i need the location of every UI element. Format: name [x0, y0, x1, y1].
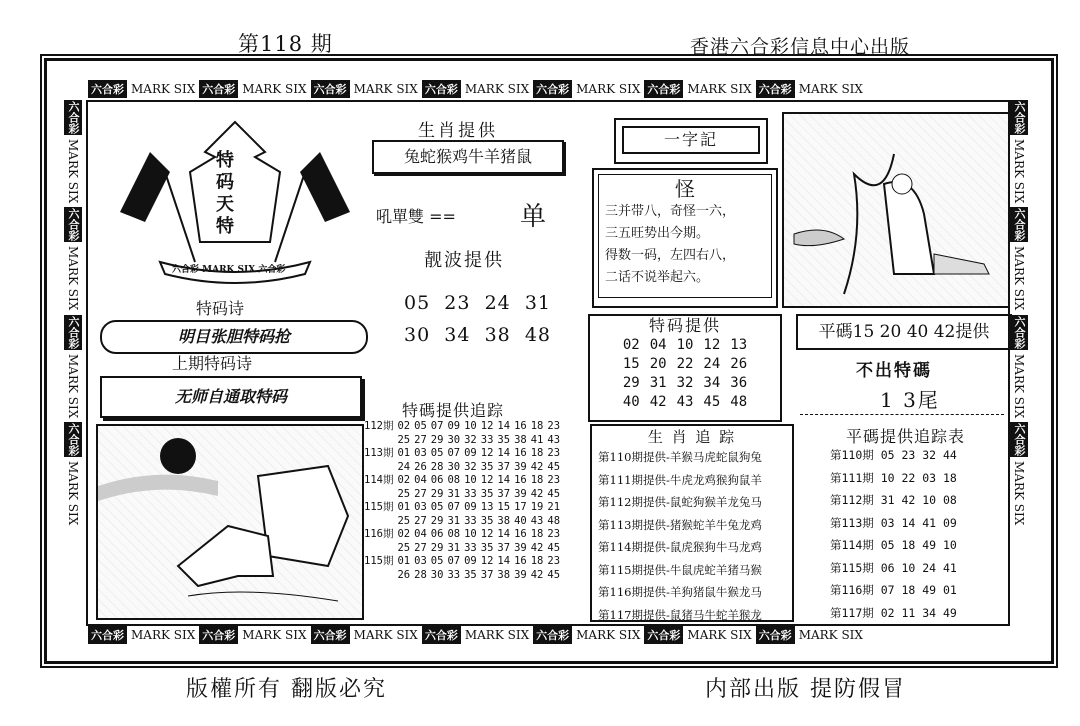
- internal-notice: 内部出版 提防假冒: [705, 677, 906, 702]
- flat-track-item: 第115期 06 10 24 41: [830, 560, 957, 575]
- wave-number: 38: [484, 324, 511, 346]
- track-number: 42: [530, 541, 544, 554]
- wave-title: 靓波提供: [424, 250, 504, 271]
- track-row: [362, 528, 562, 542]
- track-number: 12: [480, 555, 494, 567]
- border-text: MARK SIX: [1012, 460, 1026, 526]
- track-number: 35: [464, 568, 477, 581]
- track-number: 37: [497, 541, 511, 554]
- track-number: 03: [414, 447, 427, 459]
- track-number: 14: [497, 420, 511, 432]
- track-number: 43: [530, 514, 544, 527]
- special-number: 48: [730, 394, 748, 410]
- border-logo: 六合彩: [199, 80, 238, 98]
- border-logo: 六合彩: [1010, 207, 1028, 242]
- track-number: 27: [414, 433, 427, 446]
- track-number: 35: [480, 514, 494, 527]
- track-number: 29: [430, 541, 444, 554]
- track-number: 43: [547, 433, 561, 446]
- border-strip-right: [1010, 100, 1028, 622]
- track-table: [362, 420, 562, 582]
- wave-number: 31: [524, 292, 552, 314]
- flat-track-item: 第112期 31 42 10 08: [830, 493, 957, 507]
- track-number: 12: [480, 528, 494, 540]
- zodiac-track-item: 第113期提供-猪猴蛇羊牛兔龙鸡: [598, 517, 762, 532]
- special-number: 24: [703, 356, 721, 372]
- track-number: 10: [464, 528, 477, 540]
- one-char: 怪: [675, 177, 695, 201]
- border-text: MARK SIX: [1012, 246, 1026, 311]
- track-number: 28: [430, 460, 444, 473]
- special-number: 43: [676, 394, 694, 410]
- border-logo: 六合彩: [756, 80, 795, 98]
- track-number: 33: [464, 487, 477, 500]
- track-number: 29: [430, 433, 444, 446]
- border-text: MARK SIX: [131, 82, 196, 96]
- emblem-text: [210, 150, 240, 238]
- border-text: MARK SIX: [1012, 139, 1026, 204]
- flat-track-item: 第117期 02 11 34 49: [830, 605, 957, 620]
- track-number: 35: [480, 487, 494, 500]
- track-number: 12: [480, 420, 494, 432]
- odd-even-label: 吼單雙 ==: [376, 207, 456, 226]
- track-number: 13: [480, 501, 494, 513]
- border-logo: 六合彩: [533, 626, 572, 644]
- track-number: 16: [514, 555, 527, 567]
- zodiac-track-item: 第114期提供-鼠虎猴狗牛马龙鸡: [598, 540, 762, 554]
- track-row: [362, 461, 562, 475]
- track-number: 02: [397, 528, 411, 540]
- track-row: [362, 488, 562, 502]
- track-number: 32: [464, 460, 477, 473]
- track-number: 16: [514, 420, 527, 432]
- track-number: 16: [514, 447, 527, 459]
- wave-number: 24: [484, 292, 511, 314]
- track-number: 27: [414, 514, 427, 527]
- track-number: 29: [430, 487, 444, 500]
- border-text: MARK SIX: [464, 82, 530, 96]
- track-number: 38: [514, 433, 527, 446]
- zodiac-track-item: 第116期提供-羊狗猪鼠牛猴龙马: [598, 585, 762, 599]
- border-text: MARK SIX: [576, 82, 641, 96]
- track-number: 10: [464, 474, 477, 486]
- track-number: 31: [447, 514, 461, 527]
- flat-track-item: 第111期 10 22 03 18: [830, 470, 957, 485]
- track-number: 09: [447, 420, 461, 432]
- track-row: [362, 447, 562, 461]
- special-row: [618, 374, 752, 393]
- border-logo: 六合彩: [64, 315, 82, 350]
- zodiac-track-item: 第115期提供-牛鼠虎蛇羊猪马猴: [598, 562, 762, 577]
- track-number: 03: [414, 555, 427, 567]
- track-number: 25: [397, 541, 411, 554]
- special-number: 32: [676, 375, 694, 391]
- track-number: 12: [480, 474, 494, 486]
- zodiac-track-item: 第112期提供-鼠蛇狗猴羊龙兔马: [598, 495, 762, 509]
- border-logo: 六合彩: [88, 80, 127, 98]
- track-number: 12: [480, 447, 494, 459]
- border-text: MARK SIX: [798, 82, 863, 96]
- track-number: 15: [497, 501, 511, 513]
- last-poem: 无师自通取特码: [100, 376, 362, 418]
- track-number: 35: [480, 541, 494, 554]
- special-row: [618, 393, 752, 412]
- border-logo: 六合彩: [533, 80, 572, 98]
- one-char-title: 一字記: [622, 126, 760, 154]
- track-number: 05: [430, 447, 444, 459]
- track-number: 28: [414, 568, 427, 581]
- track-number: 23: [547, 447, 561, 459]
- special-number: 15: [622, 356, 640, 372]
- track-row: [362, 420, 562, 434]
- track-number: 18: [530, 528, 544, 540]
- track-number: 08: [447, 528, 461, 540]
- track-number: 06: [430, 528, 444, 540]
- divider: [800, 414, 1004, 415]
- publisher: 香港六合彩信息中心出版: [690, 36, 911, 58]
- special-number: 02: [622, 337, 640, 353]
- border-logo: 六合彩: [199, 626, 238, 644]
- border-logo: 六合彩: [422, 80, 461, 98]
- track-issue: 114期: [364, 474, 394, 486]
- border-text: MARK SIX: [353, 82, 418, 96]
- border-logo: 六合彩: [1010, 315, 1028, 350]
- track-number: 42: [530, 487, 544, 500]
- track-number: 33: [447, 568, 461, 581]
- special-number: 10: [676, 337, 694, 353]
- border-text: MARK SIX: [1012, 353, 1026, 418]
- track-number: 39: [514, 460, 527, 473]
- special-number: 29: [622, 375, 640, 391]
- wave-row-1: [404, 292, 551, 314]
- track-number: 07: [447, 555, 461, 567]
- track-number: 14: [497, 528, 511, 540]
- zodiac-track-title: 生 肖 追 踪: [647, 428, 737, 446]
- emblem-banner: 六合彩 MARK SIX 六合彩: [172, 265, 286, 275]
- flat-track-title: 平碼提供追踪表: [846, 427, 966, 446]
- border-logo: 六合彩: [644, 626, 683, 644]
- not-special-value: 1 3尾: [880, 388, 940, 412]
- track-number: 16: [514, 528, 527, 540]
- odd-even-value: 单: [520, 202, 547, 232]
- border-logo: 六合彩: [64, 422, 82, 457]
- special-title: 特码提供: [648, 316, 721, 335]
- track-number: 18: [530, 474, 544, 486]
- last-poem-title: 上期特码诗: [172, 354, 253, 373]
- special-number: 45: [703, 394, 721, 410]
- track-number: 09: [464, 501, 477, 513]
- track-number: 26: [397, 568, 411, 581]
- track-number: 18: [530, 555, 544, 567]
- track-number: 45: [547, 487, 561, 500]
- track-number: 16: [514, 474, 527, 486]
- track-number: 23: [547, 555, 561, 567]
- zodiac-track-item: 第110期提供-羊猴马虎蛇鼠狗兔: [598, 450, 762, 464]
- flat-track-item: 第116期 07 18 49 01: [830, 583, 957, 597]
- border-text: MARK SIX: [242, 82, 307, 96]
- border-logo: 六合彩: [64, 100, 82, 135]
- wave-number: 23: [444, 292, 471, 314]
- track-number: 23: [547, 474, 561, 486]
- track-issue: 112期: [364, 420, 394, 432]
- poem-title: 特码诗: [196, 299, 245, 318]
- track-number: 02: [397, 474, 411, 486]
- track-number: 23: [547, 420, 561, 432]
- track-number: 24: [397, 460, 411, 473]
- track-number: 21: [547, 501, 561, 513]
- border-logo: 六合彩: [422, 626, 461, 644]
- border-text: MARK SIX: [576, 628, 641, 642]
- track-number: 45: [547, 541, 561, 554]
- wave-number: 34: [444, 324, 471, 346]
- emblem-char-1: 特: [216, 150, 234, 171]
- wave-number: 05: [404, 292, 431, 314]
- border-strip-left: [64, 100, 82, 622]
- track-number: 37: [480, 568, 494, 581]
- track-number: 23: [547, 528, 561, 540]
- track-number: 35: [497, 433, 511, 446]
- flat-track-item: 第110期 05 23 32 44: [830, 448, 957, 462]
- track-number: 07: [430, 420, 444, 432]
- border-text: MARK SIX: [687, 628, 752, 642]
- border-text: MARK SIX: [66, 246, 80, 311]
- border-strip-top: [88, 80, 1004, 98]
- border-text: MARK SIX: [687, 82, 752, 96]
- copyright: 版權所有 翻版必究: [186, 677, 387, 702]
- not-special-title: 不出特碼: [856, 361, 932, 381]
- special-number: 40: [622, 394, 640, 410]
- special-number: 31: [649, 375, 667, 391]
- track-number: 05: [414, 420, 427, 432]
- track-number: 04: [414, 528, 427, 540]
- track-number: 45: [547, 460, 561, 473]
- track-row: [362, 555, 562, 569]
- special-number: 42: [649, 394, 667, 410]
- verse-line: 三并带八，奇怪一六，: [605, 204, 736, 219]
- border-text: MARK SIX: [798, 628, 863, 642]
- track-number: 02: [397, 420, 411, 432]
- track-row: [362, 434, 562, 448]
- special-row: [618, 336, 752, 355]
- track-number: 30: [447, 433, 461, 446]
- track-number: 31: [447, 541, 461, 554]
- riddle-box: [592, 168, 778, 308]
- border-text: MARK SIX: [66, 139, 80, 204]
- track-number: 30: [447, 460, 461, 473]
- verse-line: 得数一码，左四右八，: [605, 248, 736, 263]
- track-number: 19: [530, 501, 544, 513]
- emblem-char-2: 码: [216, 172, 234, 193]
- track-number: 01: [397, 447, 411, 459]
- border-text: MARK SIX: [242, 628, 307, 642]
- track-number: 14: [497, 474, 511, 486]
- track-number: 05: [430, 501, 444, 513]
- special-number: 12: [703, 337, 721, 353]
- border-strip-bottom: [88, 626, 1004, 644]
- special-number: 20: [649, 356, 667, 372]
- track-number: 48: [547, 514, 561, 527]
- special-number: 34: [703, 375, 721, 391]
- track-number: 35: [480, 460, 494, 473]
- special-number: 36: [730, 375, 748, 391]
- sage-illustration: [782, 112, 1010, 308]
- border-text: MARK SIX: [353, 628, 418, 642]
- track-number: 31: [447, 487, 461, 500]
- track-number: 26: [414, 460, 427, 473]
- border-logo: 六合彩: [88, 626, 127, 644]
- track-issue: 115期: [364, 555, 394, 567]
- zodiac-track-item: 第111期提供-牛虎龙鸡猴狗鼠羊: [598, 472, 762, 487]
- flat-offer: 平碼15 20 40 42提供: [796, 314, 1012, 350]
- track-issue: 116期: [364, 528, 394, 540]
- emblem-char-4: 特: [216, 216, 234, 237]
- poem: 明目张胆特码抢: [100, 320, 368, 354]
- track-row: [362, 515, 562, 529]
- track-number: 25: [397, 487, 411, 500]
- track-issue: 115期: [364, 501, 394, 513]
- border-logo: 六合彩: [756, 626, 795, 644]
- track-number: 09: [464, 555, 477, 567]
- one-char-frame: [614, 118, 768, 164]
- track-number: 25: [397, 514, 411, 527]
- track-number: 18: [530, 447, 544, 459]
- track-number: 32: [464, 433, 477, 446]
- flat-track-list: [830, 444, 957, 624]
- zodiac-track-box: [590, 424, 794, 622]
- special-row: [618, 355, 752, 374]
- track-number: 14: [497, 447, 511, 459]
- track-number: 37: [497, 460, 511, 473]
- track-number: 27: [414, 487, 427, 500]
- border-text: MARK SIX: [66, 460, 80, 526]
- special-number: 13: [730, 337, 748, 353]
- border-logo: 六合彩: [644, 80, 683, 98]
- special-table: [618, 336, 752, 412]
- special-number: 26: [730, 356, 748, 372]
- border-logo: 六合彩: [64, 207, 82, 242]
- track-number: 01: [397, 501, 411, 513]
- track-number: 01: [397, 555, 411, 567]
- border-text: MARK SIX: [66, 353, 80, 418]
- track-number: 09: [464, 447, 477, 459]
- track-number: 33: [464, 541, 477, 554]
- track-number: 18: [530, 420, 544, 432]
- track-number: 45: [547, 568, 561, 581]
- verse-line: 二话不说举起六。: [605, 270, 710, 285]
- border-logo: 六合彩: [1010, 422, 1028, 457]
- emblem-char-3: 天: [216, 194, 234, 215]
- track-number: 33: [480, 433, 494, 446]
- zodiac-title: 生肖提供: [418, 121, 498, 141]
- verse: [605, 201, 765, 289]
- wave-row-2: [404, 324, 551, 346]
- track-number: 33: [464, 514, 477, 527]
- wave-number: 48: [524, 324, 552, 346]
- track-number: 30: [430, 568, 444, 581]
- track-number: 07: [447, 447, 461, 459]
- flat-track-item: 第114期 05 18 49 10: [830, 538, 957, 552]
- border-logo: 六合彩: [311, 626, 350, 644]
- track-number: 07: [447, 501, 461, 513]
- track-row: [362, 474, 562, 488]
- tiger-illustration: [96, 424, 364, 620]
- track-number: 27: [414, 541, 427, 554]
- wave-number: 30: [404, 324, 431, 346]
- zodiac-track-item: 第117期提供-鼠猪马牛蛇羊猴龙: [598, 607, 762, 622]
- track-row: [362, 542, 562, 556]
- track-number: 04: [414, 474, 427, 486]
- border-text: MARK SIX: [464, 628, 530, 642]
- verse-line: 三五旺势出今期。: [605, 226, 710, 241]
- special-number: 22: [676, 356, 694, 372]
- track-number: 05: [430, 555, 444, 567]
- border-text: MARK SIX: [131, 628, 196, 642]
- issue-number: 第118 期: [238, 32, 333, 56]
- track-number: 37: [497, 487, 511, 500]
- track-number: 41: [530, 433, 544, 446]
- track-number: 25: [397, 433, 411, 446]
- special-number: 04: [649, 337, 667, 353]
- track-number: 17: [514, 501, 527, 513]
- track-number: 08: [447, 474, 461, 486]
- track-row: [362, 501, 562, 515]
- track-number: 06: [430, 474, 444, 486]
- track-number: 42: [530, 460, 544, 473]
- track-number: 39: [514, 487, 527, 500]
- track-number: 39: [514, 541, 527, 554]
- track-number: 38: [497, 568, 511, 581]
- track-row: [362, 569, 562, 583]
- track-title: 特碼提供追踪: [402, 401, 505, 420]
- border-logo: 六合彩: [311, 80, 350, 98]
- track-number: 39: [514, 568, 527, 581]
- track-number: 14: [497, 555, 511, 567]
- border-logo: 六合彩: [1010, 100, 1028, 135]
- zodiac-offer: 兔蛇猴鸡牛羊猪鼠: [372, 140, 564, 174]
- track-number: 29: [430, 514, 444, 527]
- track-number: 40: [514, 514, 527, 527]
- flat-track-item: 第113期 03 14 41 09: [830, 515, 957, 530]
- zodiac-track-list: [592, 446, 792, 626]
- track-number: 42: [530, 568, 544, 581]
- special-box: [588, 314, 782, 422]
- track-number: 38: [497, 514, 511, 527]
- track-number: 03: [414, 501, 427, 513]
- track-issue: 113期: [364, 447, 394, 459]
- track-number: 10: [464, 420, 477, 432]
